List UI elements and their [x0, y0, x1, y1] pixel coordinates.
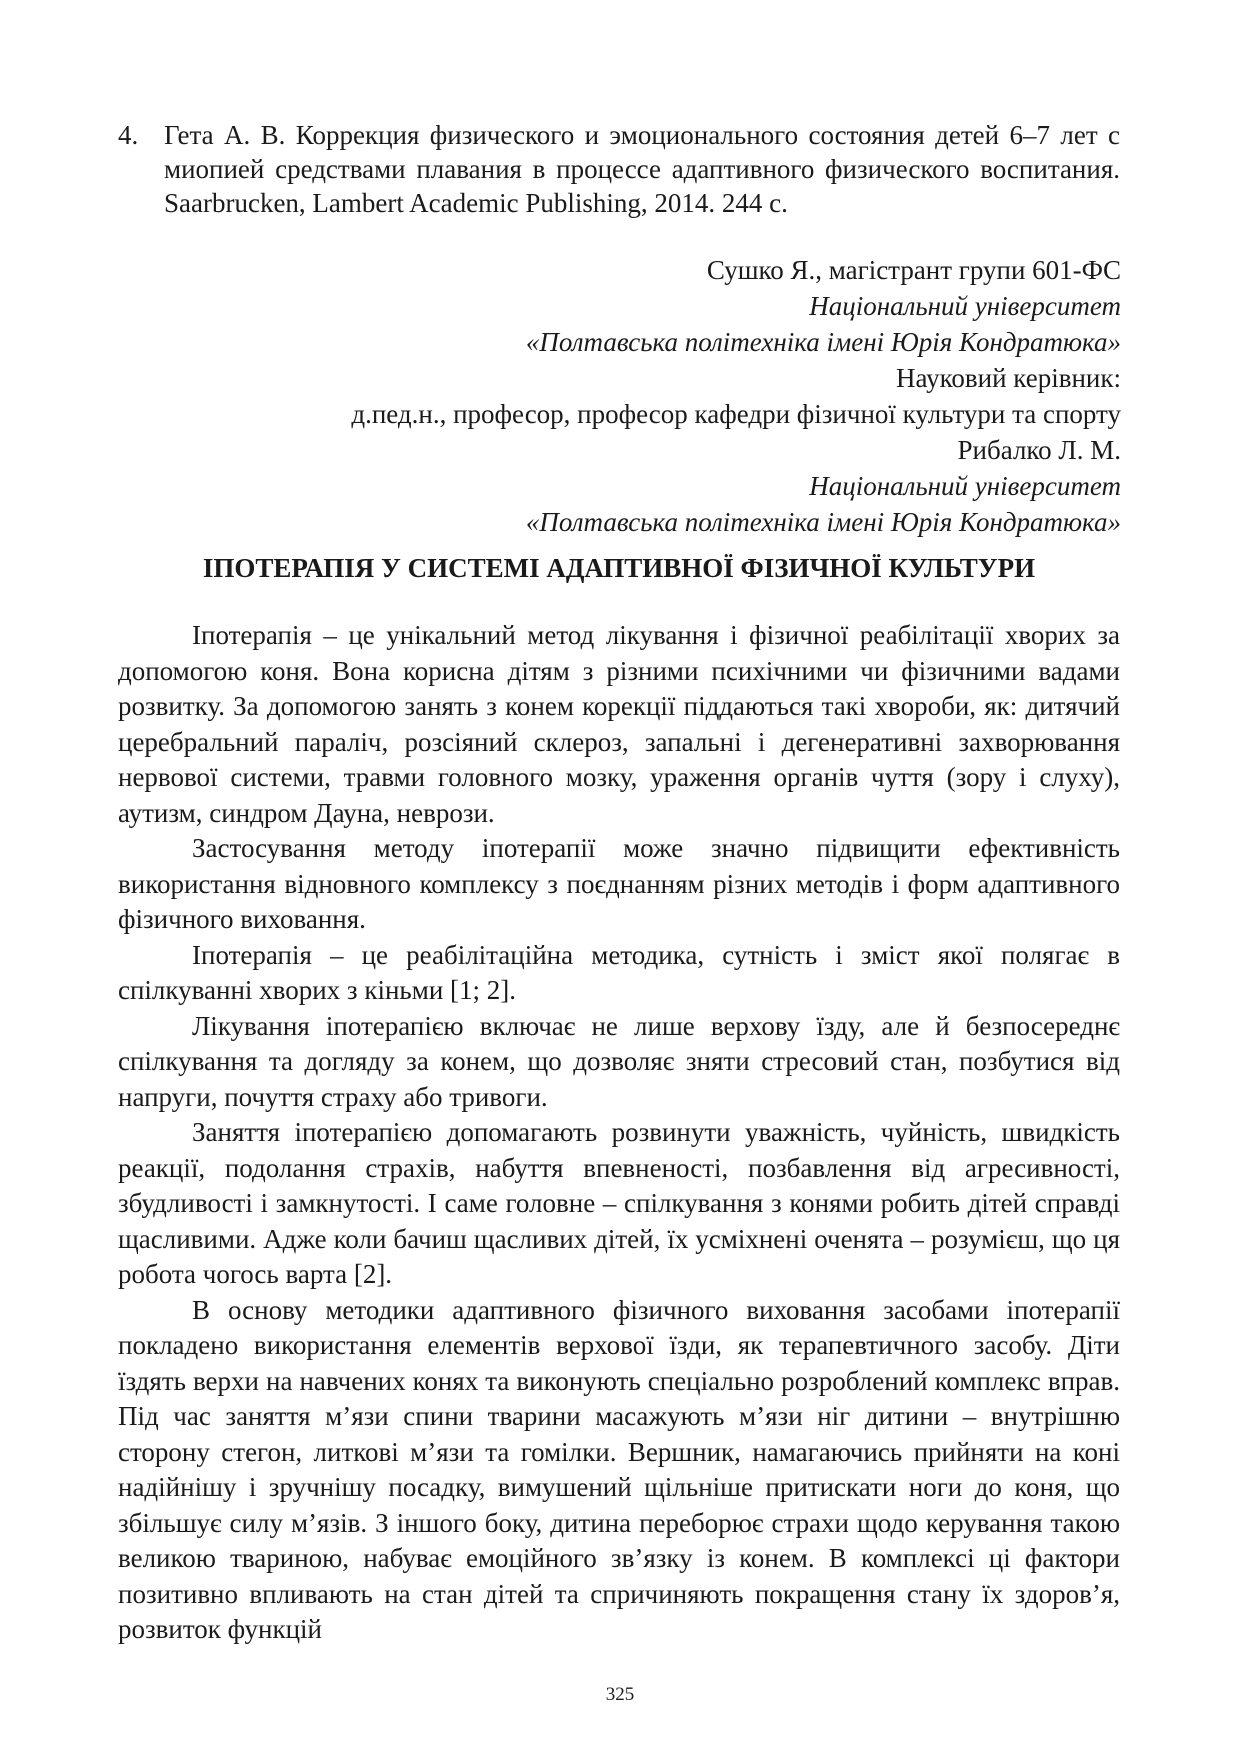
page-number: 325: [605, 1684, 635, 1705]
body-paragraph: Лікування іпотерапією включає не лише верхову їзду, але й безпосереднє спілкування та догляду за конем, що дозволяє зняти стресовий стан, позбутися від напруги, почуття страху або тривоги.: [118, 1010, 1120, 1112]
body-paragraph: В основу методики адаптивного фізичного виховання засобами іпотерапії покладено використання елементів верхової їзди, як терапевтичного засобу. Діти їздять верхи на навчених конях та виконують спеціально розроблений комплекс вправ. Під час заняття м’язи спини тварини масажують м’язи ніг дитини – внутрішню сторону стегон, литкові м’язи та гомілки. Вершник, намагаючись прийняти на коні надійнішу і зручнішу посадку, вимушений щільніше притискати ноги до коня, що збільшує силу м’язів. З іншого боку, дитина переборює страхи щодо керування такою великою твариною, набуває емоційного зв’язку із конем. В комплексі ці фактори позитивно впливають на стан дітей та спричиняють покращення стану їх здоров’я, розвиток функцій: [118, 1294, 1120, 1644]
author-block: [141, 252, 1121, 540]
body-paragraph: Заняття іпотерапією допомагають розвинути уважність, чуйність, швидкість реакції, подолання страхів, набуття впевненості, позбавлення від агресивності, збудливості і замкнутості. І саме головне – спілкування з конями робить дітей справді щасливими. Адже коли бачиш щасливих дітей, їх усміхнені оченята – розумієш, що ця робота чогось варта [2].: [118, 1117, 1120, 1289]
reference-item: [118, 118, 1120, 220]
supervisor-position: д.пед.н., професор, професор кафедри фізичної культури та спорту: [351, 399, 1121, 429]
author-affiliation-line1: Національний університет: [809, 291, 1121, 321]
article-body: [118, 618, 1120, 1648]
body-paragraph: Іпотерапія – це унікальний метод лікування і фізичної реабілітації хворих за допомогою коня. Вона корисна дітям з різними психічними чи фізичними вадами розвитку. За допомогою занять з конем корекції піддаються такі хвороби, як: дитячий церебральний параліч, розсіяний склероз, запальні і дегенеративні захворювання нервової системи, травми головного мозку, ураження органів чуття (зору і слуху), аутизм, синдром Дауна, неврози.: [118, 620, 1120, 828]
supervisor-name: Рибалко Л. М.: [957, 435, 1121, 465]
body-paragraph: Іпотерапія – це реабілітаційна методика, сутність і зміст якої полягає в спілкуванні хворих з кіньми [1; 2].: [118, 939, 1120, 1005]
author-name: Сушко Я., магістрант групи 601-ФС: [706, 255, 1121, 285]
article-title: ІПОТЕРАПІЯ У СИСТЕМІ АДАПТИВНОЇ ФІЗИЧНОЇ КУЛЬТУРИ: [202, 553, 1036, 583]
supervisor-affiliation-line2: «Полтавська політехніка імені Юрія Кондратюка»: [525, 507, 1121, 537]
body-paragraph: Застосування методу іпотерапії може значно підвищити ефективність використання відновного комплексу з поєднанням різних методів і форм адаптивного фізичного виховання.: [118, 833, 1120, 934]
supervisor-affiliation-line1: Національний університет: [809, 471, 1121, 501]
reference-number: 4.: [118, 120, 139, 150]
author-affiliation-line2: «Полтавська політехніка імені Юрія Кондратюка»: [525, 327, 1121, 357]
supervisor-label: Науковий керівник:: [896, 363, 1121, 393]
reference-text: Гета А. В. Коррекция физического и эмоционального состояния детей 6–7 лет с миопией средствами плавания в процессе адаптивного физического воспитания. Saarbrucken, Lambert Academic Publishing, 2014. 244 с.: [164, 120, 1120, 218]
